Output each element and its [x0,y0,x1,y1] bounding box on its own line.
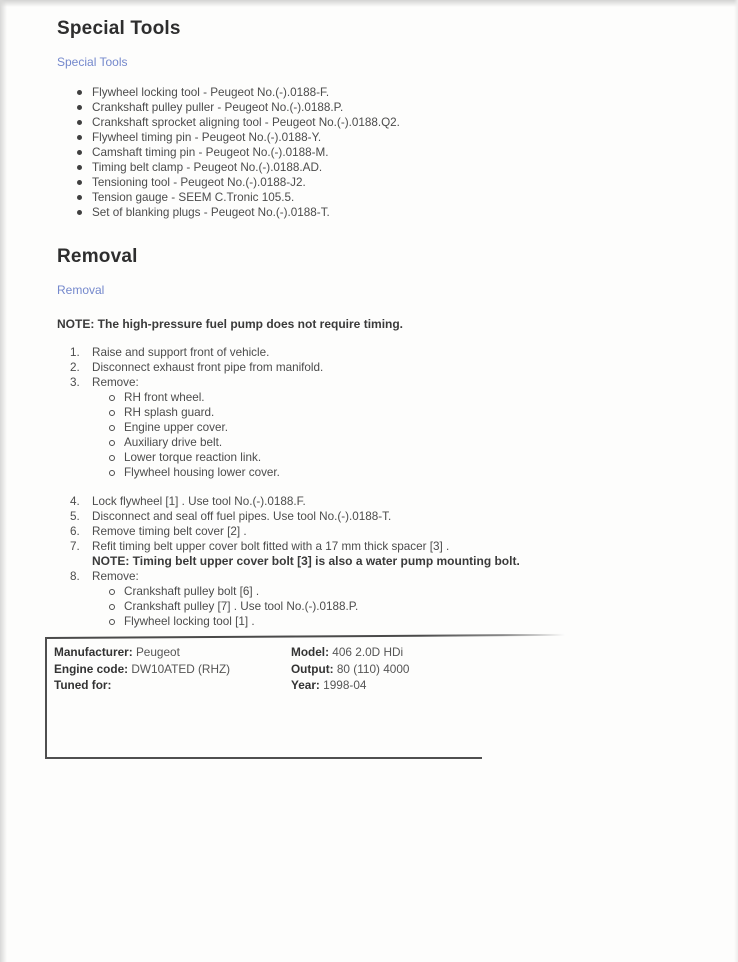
sub-text: Crankshaft pulley [7] . Use tool No.(-).0188.P. [124,600,359,613]
box-left-border [45,637,47,759]
special-tools-list [77,85,698,220]
output-label: Output: [291,661,334,676]
step-text: Remove: [92,570,139,583]
model-value: 406 2.0D HDi [332,645,404,659]
step-item [57,345,698,360]
engine-code-cell [54,661,291,678]
tool-text: Crankshaft pulley puller - Peugeot No.(-).0188.P. [92,101,344,114]
tool-text: Flywheel locking tool - Peugeot No.(-).0188-F. [92,86,330,99]
box-bottom-border [45,757,482,759]
bullet-icon [77,105,82,110]
bullet-icon [77,90,82,95]
step-number: 3. [70,376,80,389]
step-sub-list [109,390,698,480]
circle-bullet-icon [109,425,115,431]
list-item [77,145,698,160]
step-text: Disconnect and seal off fuel pipes. Use tool No.(-).0188-T. [92,510,392,523]
sub-text: Flywheel locking tool [1] . [124,615,255,628]
bullet-icon [77,150,82,155]
tool-text: Camshaft timing pin - Peugeot No.(-).0188-M. [92,146,329,159]
sub-text: Engine upper cover. [124,421,228,434]
sub-text: Auxiliary drive belt. [124,436,223,449]
step-text: Disconnect exhaust front pipe from manifold. [92,361,324,374]
tool-text: Timing belt clamp - Peugeot No.(-).0188.AD. [92,161,323,174]
tuned-for-cell [54,677,291,694]
sub-item [109,614,698,629]
engine-code-label: Engine code: [54,661,129,676]
step-text: Raise and support front of vehicle. [92,346,270,359]
step-item [57,524,698,539]
removal-note: NOTE: The high-pressure fuel pump does not require timing. [57,317,404,331]
year-cell [291,677,409,694]
step-item [57,360,698,375]
tool-text: Flywheel timing pin - Peugeot No.(-).0188-Y. [92,131,322,144]
step-number: 6. [70,525,80,538]
tuned-for-label: Tuned for: [54,678,112,692]
list-item [77,190,698,205]
circle-bullet-icon [109,619,115,625]
bullet-icon [77,195,82,200]
step-text: Refit timing belt upper cover bolt fitted with a 17 mm thick spacer [3] . [92,540,450,553]
circle-bullet-icon [109,410,115,416]
model-cell [291,644,409,661]
step-number: 5. [70,510,80,523]
sub-text: RH splash guard. [124,406,215,419]
bullet-icon [77,180,82,185]
year-label: Year: [291,678,320,692]
list-item [77,100,698,115]
box-top-border [45,634,565,639]
list-item [77,130,698,145]
step-note: NOTE: Timing belt upper cover bolt [3] is also a water pump mounting bolt. [92,554,520,568]
step-number: 8. [70,570,80,583]
step-item [57,539,698,554]
sub-text: Flywheel housing lower cover. [124,466,280,479]
list-item [77,160,698,175]
manufacturer-label: Manufacturer: [54,645,133,659]
spacer [57,480,698,494]
manufacturer-cell [54,644,291,661]
bullet-icon [77,210,82,215]
sub-item [109,435,698,450]
tool-text: Tensioning tool - Peugeot No.(-).0188-J2. [92,176,306,189]
sub-text: RH front wheel. [124,391,205,404]
step-item [57,494,698,509]
sub-item [109,420,698,435]
removal-heading: Removal [57,246,138,267]
circle-bullet-icon [109,395,115,401]
list-item [77,205,698,220]
output-cell [291,661,409,678]
sub-text: Lower torque reaction link. [124,451,262,464]
sub-item [109,405,698,420]
removal-link[interactable]: Removal [57,283,105,297]
sub-item [109,584,698,599]
list-item [77,115,698,130]
circle-bullet-icon [109,470,115,476]
step-sub-list [109,584,698,629]
step-text: Lock flywheel [1] . Use tool No.(-).0188.F. [92,495,306,508]
step-number: 1. [70,346,80,359]
sub-item [109,599,698,614]
output-value: 80 (110) 4000 [336,661,410,676]
sub-text: Crankshaft pulley bolt [6] . [124,585,260,598]
removal-steps [57,345,698,629]
info-row [54,644,409,661]
circle-bullet-icon [109,440,115,446]
step-number: 4. [70,495,80,508]
circle-bullet-icon [109,455,115,461]
step-item [57,375,698,390]
model-label: Model: [291,645,330,659]
step-item [57,569,698,584]
sub-item [109,465,698,480]
step-text: Remove: [92,376,139,389]
list-item [77,175,698,190]
list-item [77,85,698,100]
tool-text: Crankshaft sprocket aligning tool - Peugeot No.(-).0188.Q2. [92,116,400,129]
step-text: Remove timing belt cover [2] . [92,525,247,538]
step-number: 2. [70,361,80,374]
special-tools-heading: Special Tools [57,18,181,39]
circle-bullet-icon [109,589,115,595]
engine-code-value: DW10ATED (RHZ) [131,661,231,676]
vehicle-info-rows [54,644,409,694]
vehicle-info-box [45,637,565,759]
step-number: 7. [70,540,80,553]
info-row [54,661,409,678]
info-row [54,677,409,694]
special-tools-link[interactable]: Special Tools [57,55,128,69]
step-item [57,509,698,524]
circle-bullet-icon [109,604,115,610]
sub-item [109,450,698,465]
manufacturer-value: Peugeot [135,645,180,659]
tool-text: Tension gauge - SEEM C.Tronic 105.5. [92,191,295,204]
bullet-icon [77,165,82,170]
tool-text: Set of blanking plugs - Peugeot No.(-).0188-T. [92,206,330,219]
bullet-icon [77,135,82,140]
bullet-icon [77,120,82,125]
sub-item [109,390,698,405]
year-value: 1998-04 [323,678,367,692]
